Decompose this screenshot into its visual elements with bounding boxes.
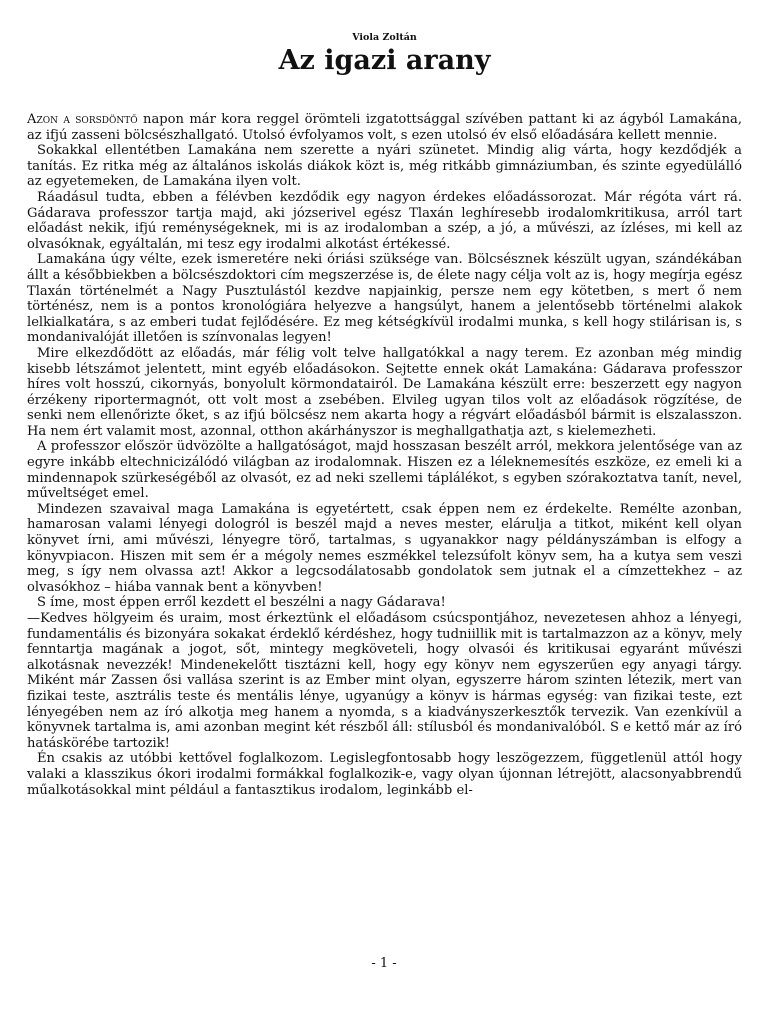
lead-small-caps: Azon a sorsdöntő — [27, 112, 138, 127]
paragraph-5: Mire elkezdődött az előadás, már félig volt telve hallgatókkal a nagy terem. Ez azonban még mindig kisebb létszámot jelentett, mint egyéb előadásokon. Sejtette ennek okát Lamakána: Gádarava professzor híres volt hosszú, cikornyás, bonyolult körmondatairól. De Lamakána készült erre: beszerzett egy nagyon érzékeny riportermagnót, ott volt most a zsebében. Elvileg ugyan tilos volt az előadások rögzítése, de senki nem ellenőrizte őket, s az ifjú bölcsész nem akarta hogy a régvárt előadásból bármit is elszalasszon. Ha nem ért valamit most, azonnal, otthon akárhányszor is meghallgathatja azt, s kielemezheti. — [27, 345, 742, 439]
paragraph-6: A professzor először üdvözölte a hallgatóságot, majd hosszasan beszélt arról, mekkora jelentősége van az egyre inkább eltechnicizálódó világban az irodalomnak. Hiszen ez a léleknemesítés eszköze, ez emeli ki a mindennapok szürkeségéből az olvasót, ez ad neki szellemi táplálékot, s egyben szórakoztatva tanít, nevel, műveltséget emel. — [27, 439, 742, 502]
paragraph-4: Lamakána úgy vélte, ezek ismeretére neki óriási szüksége van. Bölcsésznek készült ugyan, szándékában állt a későbbiekben a bölcsészdoktori cím megszerzése is, de élete nagy célja volt az is, hogy megírja egész Tlaxán történelmét a Nagy Pusztulástól kezdve napjainkig, persze nem egy kötetben, s mert ő nem történész, nem is a pontos kronológiára helyezve a hangsúlyt, hanem a jelentősebb történelmi alakok lelkialkatára, s az emberi tudat fejlődésére. Ez meg kétségkívül irodalmi munka, s kell hogy stilárisan is, s mondanivalóját illetően is színvonalas legyen! — [27, 252, 742, 346]
paragraph-3: Ráadásul tudta, ebben a félévben kezdődik egy nagyon érdekes előadássorozat. Már régóta várt rá. Gádarava professzor tartja majd, aki józserivel egész Tlaxán leghíresebb irodalomkritikusa, arról tart előadást nekik, ifjú reménységeknek, mi is az irodalomban a szép, a jó, a művészi, az ízléses, mi kell az olvasóknak, egyáltalán, mi tesz egy irodalmi alkotást értékessé. — [27, 189, 742, 252]
paragraph-7: Mindezen szavaival maga Lamakána is egyetértett, csak éppen nem ez érdekelte. Remélte azonban, hamarosan valami lényegi dologról is beszél majd a neves mester, elárulja a titkot, miként kell olyan könyvet írni, ami művészi, lényegre törő, tartalmas, s ugyanakkor nagy példányszámban is elfogy a könyvpiacon. Hiszen mit sem ér a mégoly nemes eszmékkel telezsúfolt könyv sem, ha a kutya sem veszi meg, s így nem olvassa azt! Akkor a legcsodálatosabb gondolatok sem jutnak el a címzettekhez – az olvasókhoz – hiába vannak bent a könyvben! — [27, 501, 742, 595]
paragraph-1: Azon a sorsdöntő napon már kora reggel örömteli izgatottsággal szívében pattant ki az ágyból Lamakána, az ifjú zasseni bölcsészhallgató. Utolsó évfolyamos volt, s ezen utolsó év első előadására kellett mennie. — [27, 112, 742, 143]
page-number: - 1 - — [371, 956, 397, 971]
paragraph-2: Sokakkal ellentétben Lamakána nem szerette a nyári szünetet. Mindig alig várta, hogy kezdődjék a tanítás. Ez ritka még az általános iskolás diákok közt is, még ritkább gimnáziumban, és szinte egyedülálló az egyetemeken, de Lamakána ilyen volt. — [27, 143, 742, 190]
dialogue-paragraph: —Kedves hölgyeim és uraim, most érkeztünk el előadásom csúcspontjához, nevezetesen ahhoz a lényegi, fundamentális és bizonyára sokakat érdeklő kérdéshez, hogy tudniillik mit is tartalmazzon az a könyv, mely fenntartja magának a jogot, sőt, mintegy megköveteli, hogy olvasói és kritikusai egyaránt művészi alkotásnak nevezzék! Mindenekelőtt tisztázni kell, hogy egy könyv nem egyszerűen egy anyagi tárgy. Miként már Zassen ősi vallása szerint is az Ember mint olyan, egyszerre három szinten létezik, mert van fizikai teste, asztrális teste és mentális lénye, ugyanúgy a könyv is hármas egység: van fizikai teste, ezt lényegében nem az író alkotja meg hanem a nyomda, s a kiadványszerkesztők tervezik. Van ezenkívül a könyvnek tartalma is, ami azonban megint két részből áll: stílusból és mondanivalóból. S e kettő már az író hatáskörébe tartozik! — [27, 611, 742, 751]
page-title: Az igazi arany — [278, 45, 491, 76]
paragraph-8: S íme, most éppen erről kezdett el beszélni a nagy Gádarava! — [37, 595, 446, 611]
author-name: Viola Zoltán — [352, 32, 417, 43]
paragraph-10: Én csakis az utóbbi kettővel foglalkozom. Legislegfontosabb hogy leszögezzem, függetlenül attól hogy valaki a klasszikus ókori irodalmi formákkal foglalkozik-e, vagy olyan újonnan létrejött, alacsonyabbrendű műalkotásokkal mint például a fantasztikus irodalom, leginkább el- — [27, 751, 742, 798]
body-text — [27, 112, 742, 798]
